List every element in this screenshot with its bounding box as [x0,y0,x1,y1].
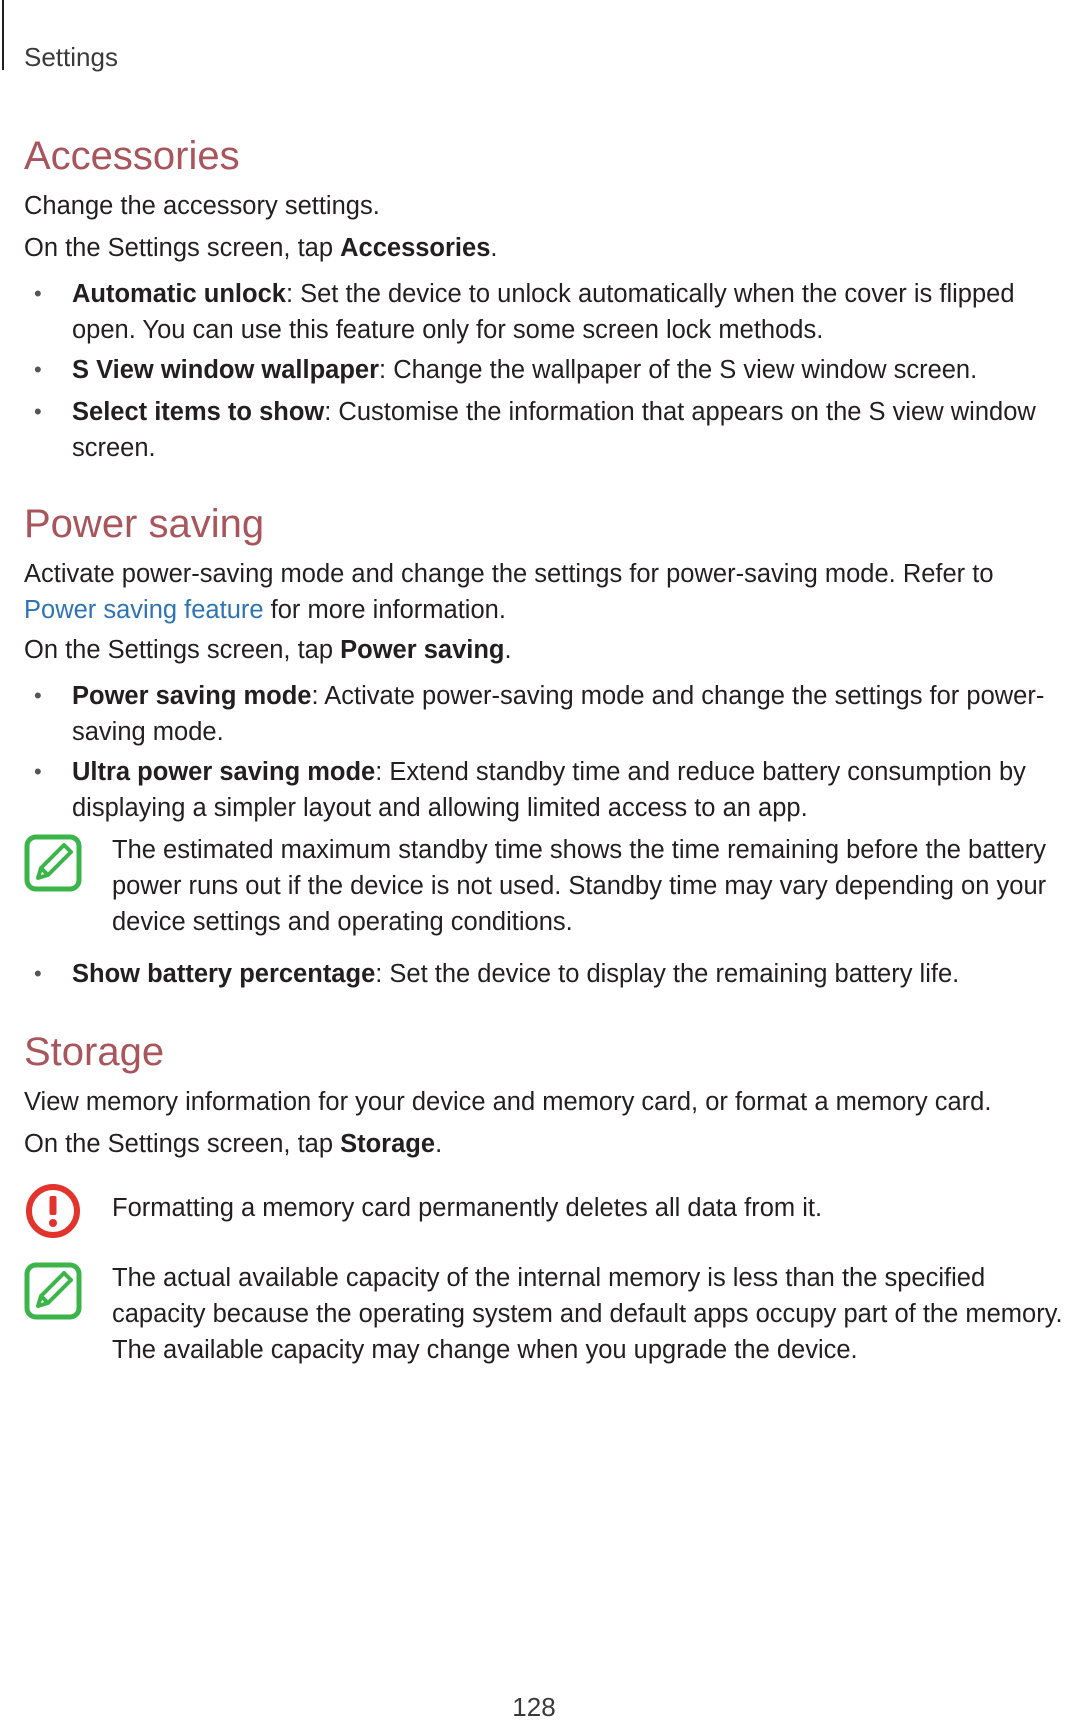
storage-instruction: On the Settings screen, tap Storage. [24,1130,443,1158]
list-item: • S View window wallpaper: Change the wallpaper of the S view window screen. [34,356,978,384]
caution-format-card [24,1190,1068,1226]
list-item: • Show battery percentage: Set the device to display the remaining battery life. [34,960,960,988]
accessories-description: Change the accessory settings. [24,192,380,220]
list-item: • Power saving mode: Activate power-saving mode and change the settings for power-saving mode. [34,682,1045,746]
list-item: • Ultra power saving mode: Extend standby time and reduce battery consumption by displaying a simpler layout and allowing limited access to an app. [34,758,1026,822]
accessories-instruction: On the Settings screen, tap Accessories. [24,234,498,262]
header-rule [2,0,4,70]
list-item: • Automatic unlock: Set the device to unlock automatically when the cover is flipped open. You can use this feature only for some screen lock methods. [34,280,1015,344]
section-title-power-saving: Power saving [24,502,265,546]
power-saving-feature-link[interactable]: Power saving feature [24,596,264,624]
section-title-storage: Storage [24,1030,165,1074]
note-standby-time [24,832,1068,940]
note-pencil-icon [24,1262,82,1320]
section-title-accessories: Accessories [24,134,240,178]
caution-exclamation-icon [24,1182,82,1240]
page-number: 128 [512,1692,556,1722]
power-saving-description: Activate power-saving mode and change the settings for power-saving mode. Refer to Power saving feature for more information. [24,560,994,624]
list-item: • Select items to show: Customise the information that appears on the S view window screen. [34,398,1036,462]
running-header: Settings [24,42,118,72]
caution-text: Formatting a memory card permanently deletes all data from it. [112,1194,823,1222]
note-available-capacity [24,1260,1068,1368]
note-text: The actual available capacity of the internal memory is less than the specified capacity because the operating system and default apps occupy part of the memory. The available capacity may change when you upgrade the device. [112,1264,1063,1364]
note-text: The estimated maximum standby time shows the time remaining before the battery power runs out if the device is not used. Standby time may vary depending on your device settings and operating conditions. [112,836,1047,936]
power-saving-instruction: On the Settings screen, tap Power saving. [24,636,512,664]
note-pencil-icon [24,834,82,892]
storage-description: View memory information for your device and memory card, or format a memory card. [24,1088,992,1116]
